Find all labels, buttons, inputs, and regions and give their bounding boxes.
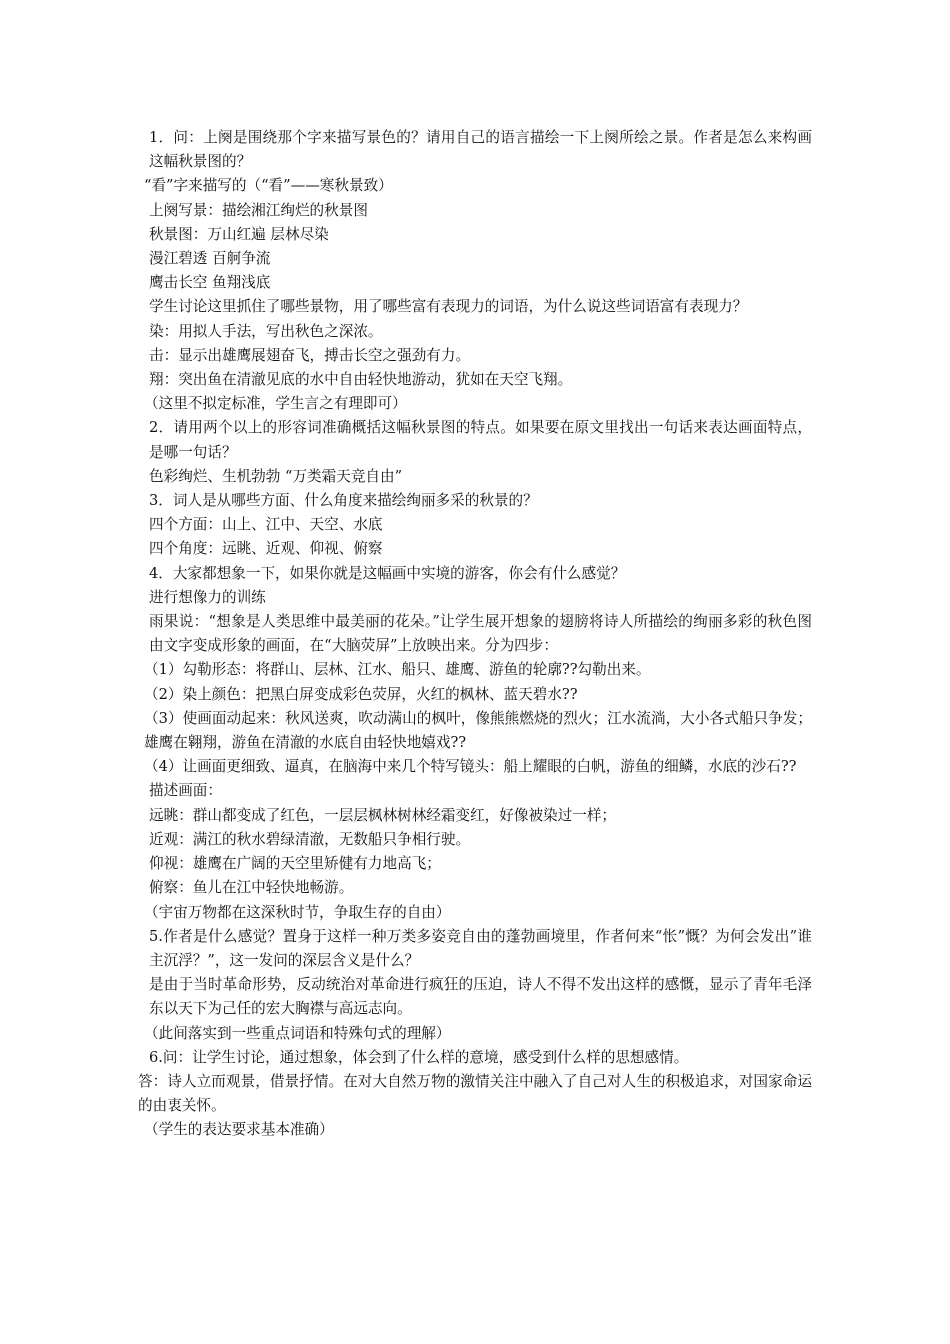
paragraph: 进行想像力的训练: [149, 588, 266, 606]
paragraph: 鹰击长空 鱼翔浅底: [149, 274, 271, 292]
paragraph: 描述画面：: [149, 782, 222, 800]
paragraph: （4）让画面更细致、逼真，在脑海中来几个特写镜头：船上耀眼的白帆，游鱼的细鳞，水底的沙石??: [144, 758, 797, 776]
paragraph: 漫江碧透 百舸争流: [149, 250, 271, 268]
paragraph: 俯察：鱼儿在江中轻快地畅游。: [149, 879, 354, 897]
paragraph: （2）染上颜色：把黑白屏变成彩色荧屏，火红的枫林、蓝天碧水??: [144, 685, 578, 703]
paragraph: 雨果说：“想象是人类思维中最美丽的花朵。”让学生展开想象的翅膀将诗人所描绘的绚丽多彩的秋色图由文字变成形象的画面，在“大脑荧屏”上放映出来。分为四步：: [149, 613, 812, 655]
paragraph: 四个角度：远眺、近观、仰视、俯察: [149, 540, 383, 558]
paragraph-q3: 3．词人是从哪些方面、什么角度来描绘绚丽多采的秋景的？: [149, 492, 538, 510]
paragraph: （这里不拟定标准，学生言之有理即可）: [144, 395, 407, 413]
paragraph: 击：显示出雄鹰展翅奋飞，搏击长空之强劲有力。: [149, 346, 471, 364]
document-body: [138, 126, 812, 1143]
paragraph: （学生的表达要求基本准确）: [144, 1121, 334, 1139]
paragraph-q1: 1．问：上阕是围绕那个字来描写景色的？请用自己的语言描绘一下上阕所绘之景。作者是怎么来构画这幅秋景图的？: [149, 129, 812, 171]
paragraph: 是由于当时革命形势，反动统治对革命进行疯狂的压迫，诗人不得不发出这样的感慨，显示了青年毛泽东以天下为己任的宏大胸襟与高远志向。: [149, 976, 812, 1018]
paragraph: 秋景图：万山红遍 层林尽染: [149, 225, 329, 243]
paragraph: 四个方面：山上、江中、天空、水底: [149, 516, 383, 534]
paragraph-q6: 6.问：让学生讨论，通过想象，体会到了什么样的意境，感受到什么样的思想感情。: [149, 1048, 689, 1066]
paragraph-q4: 4．大家都想象一下，如果你就是这幅画中实境的游客，你会有什么感觉？: [149, 564, 626, 582]
paragraph-q2: 2．请用两个以上的形容词准确概括这幅秋景图的特点。如果要在原文里找出一句话来表达画面特点，是哪一句话？: [149, 419, 812, 461]
paragraph: （3）使画面动起来：秋风送爽，吹动满山的枫叶，像熊熊燃烧的烈火；江水流淌，大小各式船只争发；雄鹰在翱翔，游鱼在清澈的水底自由轻快地嬉戏??: [144, 709, 812, 752]
paragraph: （1）勾勒形态：将群山、层林、江水、船只、雄鹰、游鱼的轮廓??勾勒出来。: [144, 661, 651, 679]
paragraph: （此间落实到一些重点词语和特殊句式的理解）: [144, 1024, 451, 1042]
paragraph: 学生讨论这里抓住了哪些景物，用了哪些富有表现力的词语，为什么说这些词语富有表现力？: [149, 298, 748, 316]
paragraph: （宇宙万物都在这深秋时节，争取生存的自由）: [144, 903, 451, 921]
paragraph: 远眺：群山都变成了红色，一层层枫林树林经霜变红，好像被染过一样；: [149, 806, 617, 824]
paragraph: 仰视：雄鹰在广阔的天空里矫健有力地高飞；: [149, 855, 441, 873]
paragraph: “看”字来描写的（“看”——寒秋景致）: [144, 177, 393, 195]
paragraph: 翔：突出鱼在清澈见底的水中自由轻快地游动，犹如在天空飞翔。: [149, 371, 573, 389]
paragraph-q5: 5.作者是什么感觉？置身于这样一种万类多姿竞自由的蓬勃画境里，作者何来“怅”慨？为何会发出”谁主沉浮？”，这一发问的深层含义是什么？: [149, 927, 812, 969]
paragraph: 染：用拟人手法，写出秋色之深浓。: [149, 322, 383, 340]
paragraph: 色彩绚烂、生机勃勃 “万类霜天竞自由”: [149, 467, 403, 485]
paragraph: 答：诗人立而观景，借景抒情。在对大自然万物的激情关注中融入了自己对人生的积极追求，对国家命运的由衷关怀。: [138, 1072, 812, 1115]
paragraph: 近观：满江的秋水碧绿清澈，无数船只争相行驶。: [149, 830, 471, 848]
paragraph: 上阕写景：描绘湘江绚烂的秋景图: [149, 201, 368, 219]
